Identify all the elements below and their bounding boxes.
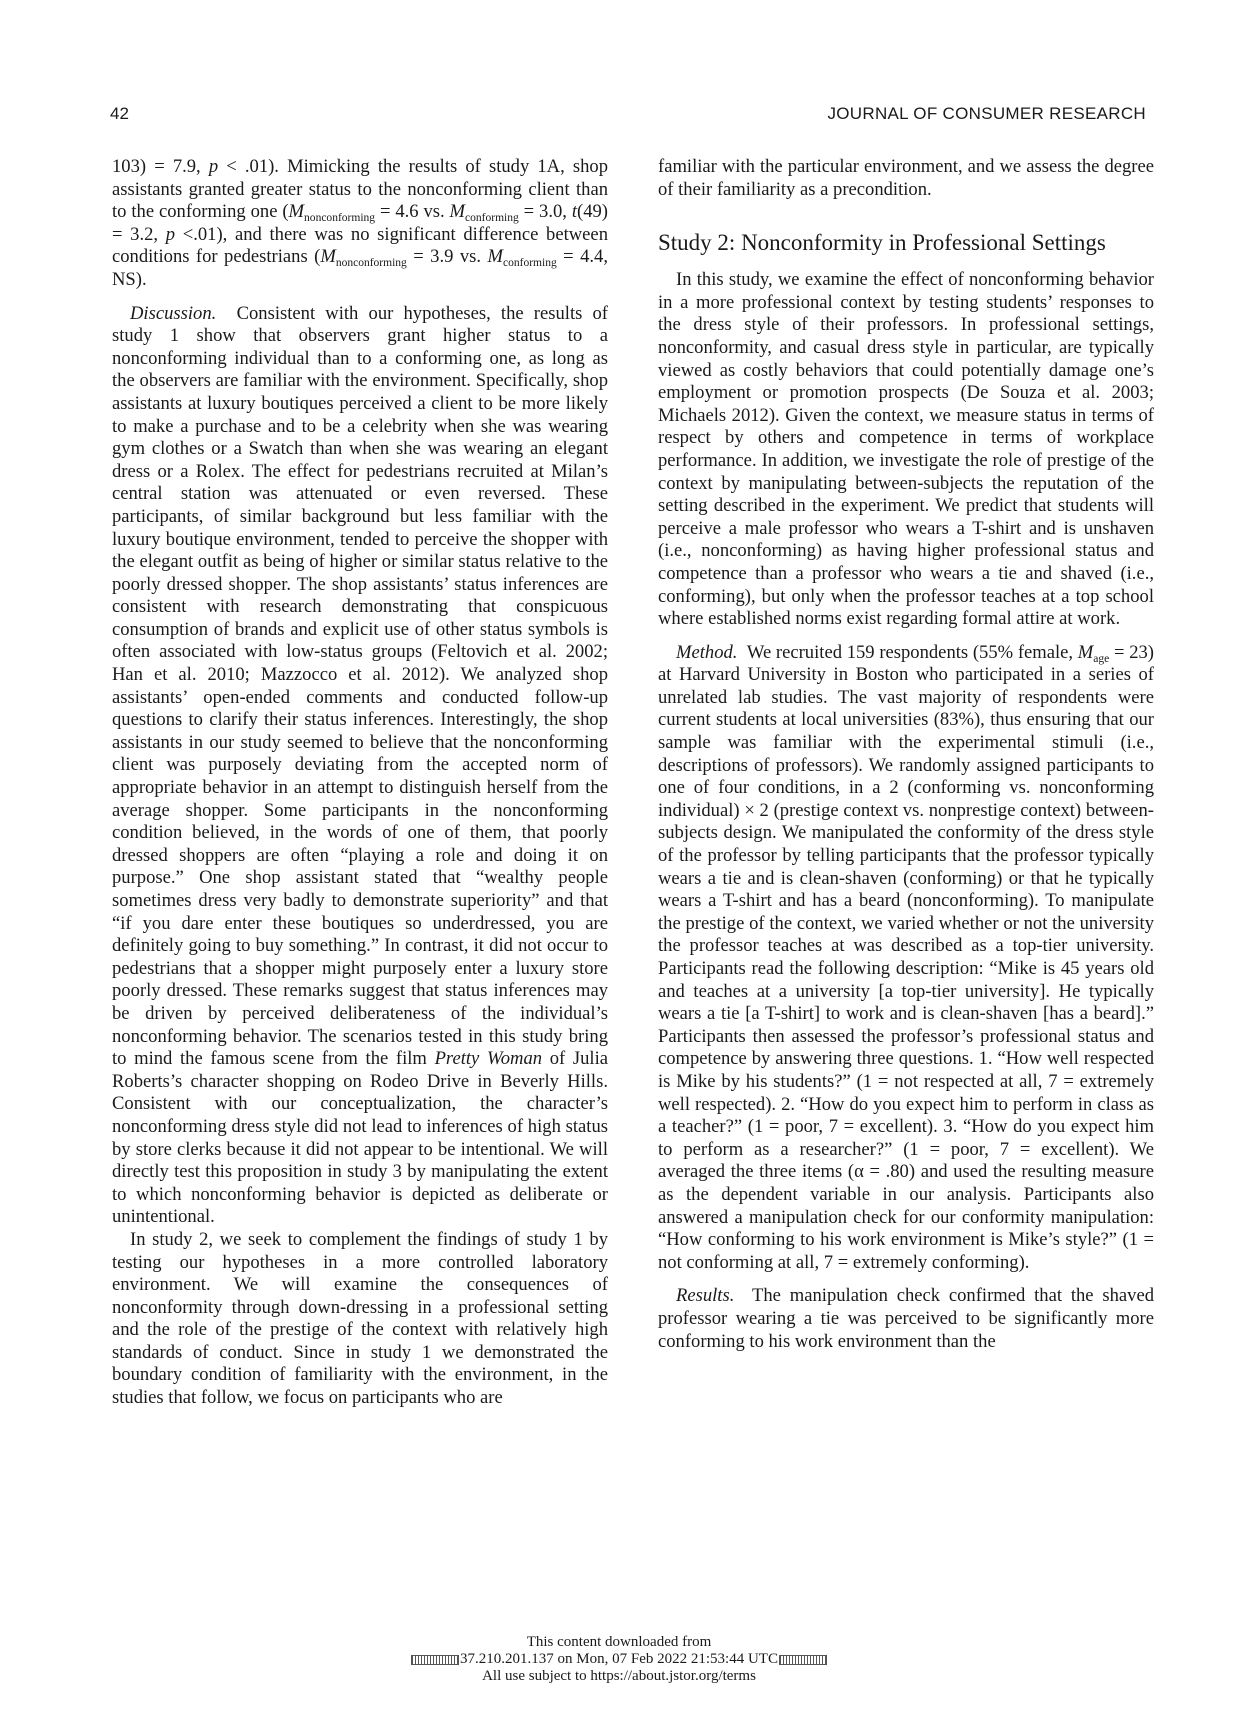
results-run-in-head: Results. [676,1285,735,1307]
download-footer [0,1634,1238,1685]
paragraph-method: Method. We recruited 159 respondents (55% female, $M_{age} = 23$) at Harvard University in Boston who participated in a series of unrelated lab studies. The vast majority of respondents were current students at local universities (83%), thus ensuring that our sample was familiar with the experimental stimuli (i.e., descriptions of professors). We randomly assigned participants to one of four conditions, in a 2 (conforming vs. nonconforming individual) × 2 (prestige context vs. nonprestige context) between-subjects design. We manipulated the conformity of the dress style of the professor by telling participants that the professor typically wears a tie and is clean-shaven (conforming) or that he typically wears a T-shirt and has a beard (nonconforming). To manipulate the prestige of the context, we varied whether or not the university the professor teaches at was described as a top-tier university. Participants read the following description: “Mike is 45 years old and teaches at a university [a top-tier university]. He typically wears a tie [a T-shirt] to work and is clean-shaven [has a beard].” Participants then assessed the professor’s professional status and competence by answering three questions. 1. “How well respected is Mike by his students?” (1 = not respected at all, 7 = extremely well respected). 2. “How do you expect him to perform in class as a teacher?” (1 = poor, 7 = excellent). 3. “How do you expect him to perform as a researcher?” (1 = poor, 7 = excellent). We averaged the three items (α = .80) and used the resulting measure as the dependent variable in our analysis. Participants also answered a manipulation check for our conformity manipulation: “How conforming to his work environment is Mike’s style?” (1 = not conforming at all, 7 = extremely conforming). [658,641,1154,1273]
film-title: Pretty Woman [434,1048,543,1070]
redaction-mark [779,1655,827,1665]
redaction-mark [411,1655,459,1665]
paragraph-familiarity: familiar with the particular environment, and we assess the degree of their familiarity as a precondition. [658,156,1154,200]
paragraph-study2-intro: In this study, we examine the effect of nonconforming behavior in a more professional context by testing students’ responses to the dress style of their professors. In professional settings, nonconformity, and casual dress style in particular, are typically viewed as costly behaviors that could potentially damage one’s employment or promotion prospects (De Souza et al. 2003; Michaels 2012). Given the context, we measure status in terms of respect by others and competence in terms of workplace performance. In addition, we investigate the role of prestige of the context by manipulating between-subjects the reputation of the setting described in the experiment. We predict that students will perceive a male professor who wears a T-shirt and is unshaven (i.e., nonconforming) as having higher professional status and competence than a professor who wears a tie and shaved (i.e., conforming), but only when the professor teaches at a top school where established norms exist regarding formal attire at work. [658,269,1154,630]
paragraph-study2-preview: In study 2, we seek to complement the findings of study 1 by testing our hypotheses in a more controlled laboratory environment. We will examine the consequences of nonconformity through down-dressing in a professional setting and the role of the prestige of the context with relatively high standards of conduct. Since in study 1 we demonstrated the boundary condition of familiarity with the environment, in the studies that follow, we focus on participants who are [112,1228,608,1409]
running-header-journal: JOURNAL OF CONSUMER RESEARCH [827,104,1146,123]
paragraph-results: Results. The manipulation check confirmed that the shaved professor wearing a tie was perceived to be significantly more conforming to his work environment than the [658,1285,1155,1352]
footer-line-3: All use subject to https://about.jstor.org/terms [482,1668,756,1684]
discussion-run-in-head: Discussion. [130,302,217,324]
paragraph-study1-results: 103) = 7.9, p < .01). Mimicking the results of study 1A, shop assistants granted greater status to the nonconforming client than to the conforming one ($M_{nonconforming} = 4.6$ vs. $M_{conforming} = 3.0$, t(49) = 3.2, p <.01), and there was no significant difference between conditions for pedestrians ($M_{nonconforming} = 3.9$ vs. $M_{conforming} = 4.4$, NS). [112,156,609,290]
left-column [112,156,608,1410]
footer-line-1: This content downloaded from [526,1634,712,1650]
method-run-in-head: Method. [676,641,738,663]
footer-line-2: 37.210.201.137 on Mon, 07 Feb 2022 21:53:44 UTC [0,1651,1238,1668]
right-column [658,156,1154,1353]
paragraph-discussion: Discussion. Consistent with our hypotheses, the results of study 1 show that observers grant higher status to a nonconforming individual than to a conforming one, as long as the observers are familiar with the environment. Specifically, shop assistants at luxury boutiques perceived a client to be more likely to make a purchase and to be a celebrity when she was wearing gym clothes or a Swatch than when she was wearing an elegant dress or a Rolex. The effect for pedestrians recruited at Milan’s central station was attenuated or even reversed. These participants, of similar background but less familiar with the luxury boutique environment, tended to perceive the shopper with the elegant outfit as being of higher or similar status relative to the poorly dressed shopper. The shop assistants’ status inferences are consistent with research demonstrating that conspicuous consumption of brands and explicit use of other status symbols is often associated with low-status groups (Feltovich et al. 2002; Han et al. 2010; Mazzocco et al. 2012). We analyzed shop assistants’ open-ended comments and conducted follow-up questions to clarify their status inferences. Interestingly, the shop assistants in our study seemed to believe that the nonconforming client was purposely deviating from the accepted norm of appropriate behavior in an attempt to distinguish herself from the average shopper. Some participants in the nonconforming condition believed, in the words of one of them, that poorly dressed shoppers are often “playing a role and doing it on purpose.” One shop assistant stated that “wealthy people sometimes dress very badly to demonstrate superiority” and that “if you dare enter these boutiques so underdressed, you are definitely going to buy something.” In contrast, it did not occur to pedestrians that a shopper might purposely enter a luxury store poorly dressed. These remarks suggest that status inferences may be driven by perceived deliberateness of the individual’s nonconforming behavior. The scenarios tested in this study bring to mind the famous scene from the film Pretty Woman of Julia Roberts’s character shopping on Rodeo Drive in Beverly Hills. Consistent with our conceptualization, the character’s nonconforming dress style did not lead to inferences of high status by store clerks because it did not appear to be intentional. We will directly test this proposition in study 3 by manipulating the extent to which nonconforming behavior is depicted as deliberate or unintentional. [112,302,609,1228]
section-title-study2: Study 2: Nonconformity in Professional Settings [658,230,1106,256]
page-number: 42 [110,104,129,123]
